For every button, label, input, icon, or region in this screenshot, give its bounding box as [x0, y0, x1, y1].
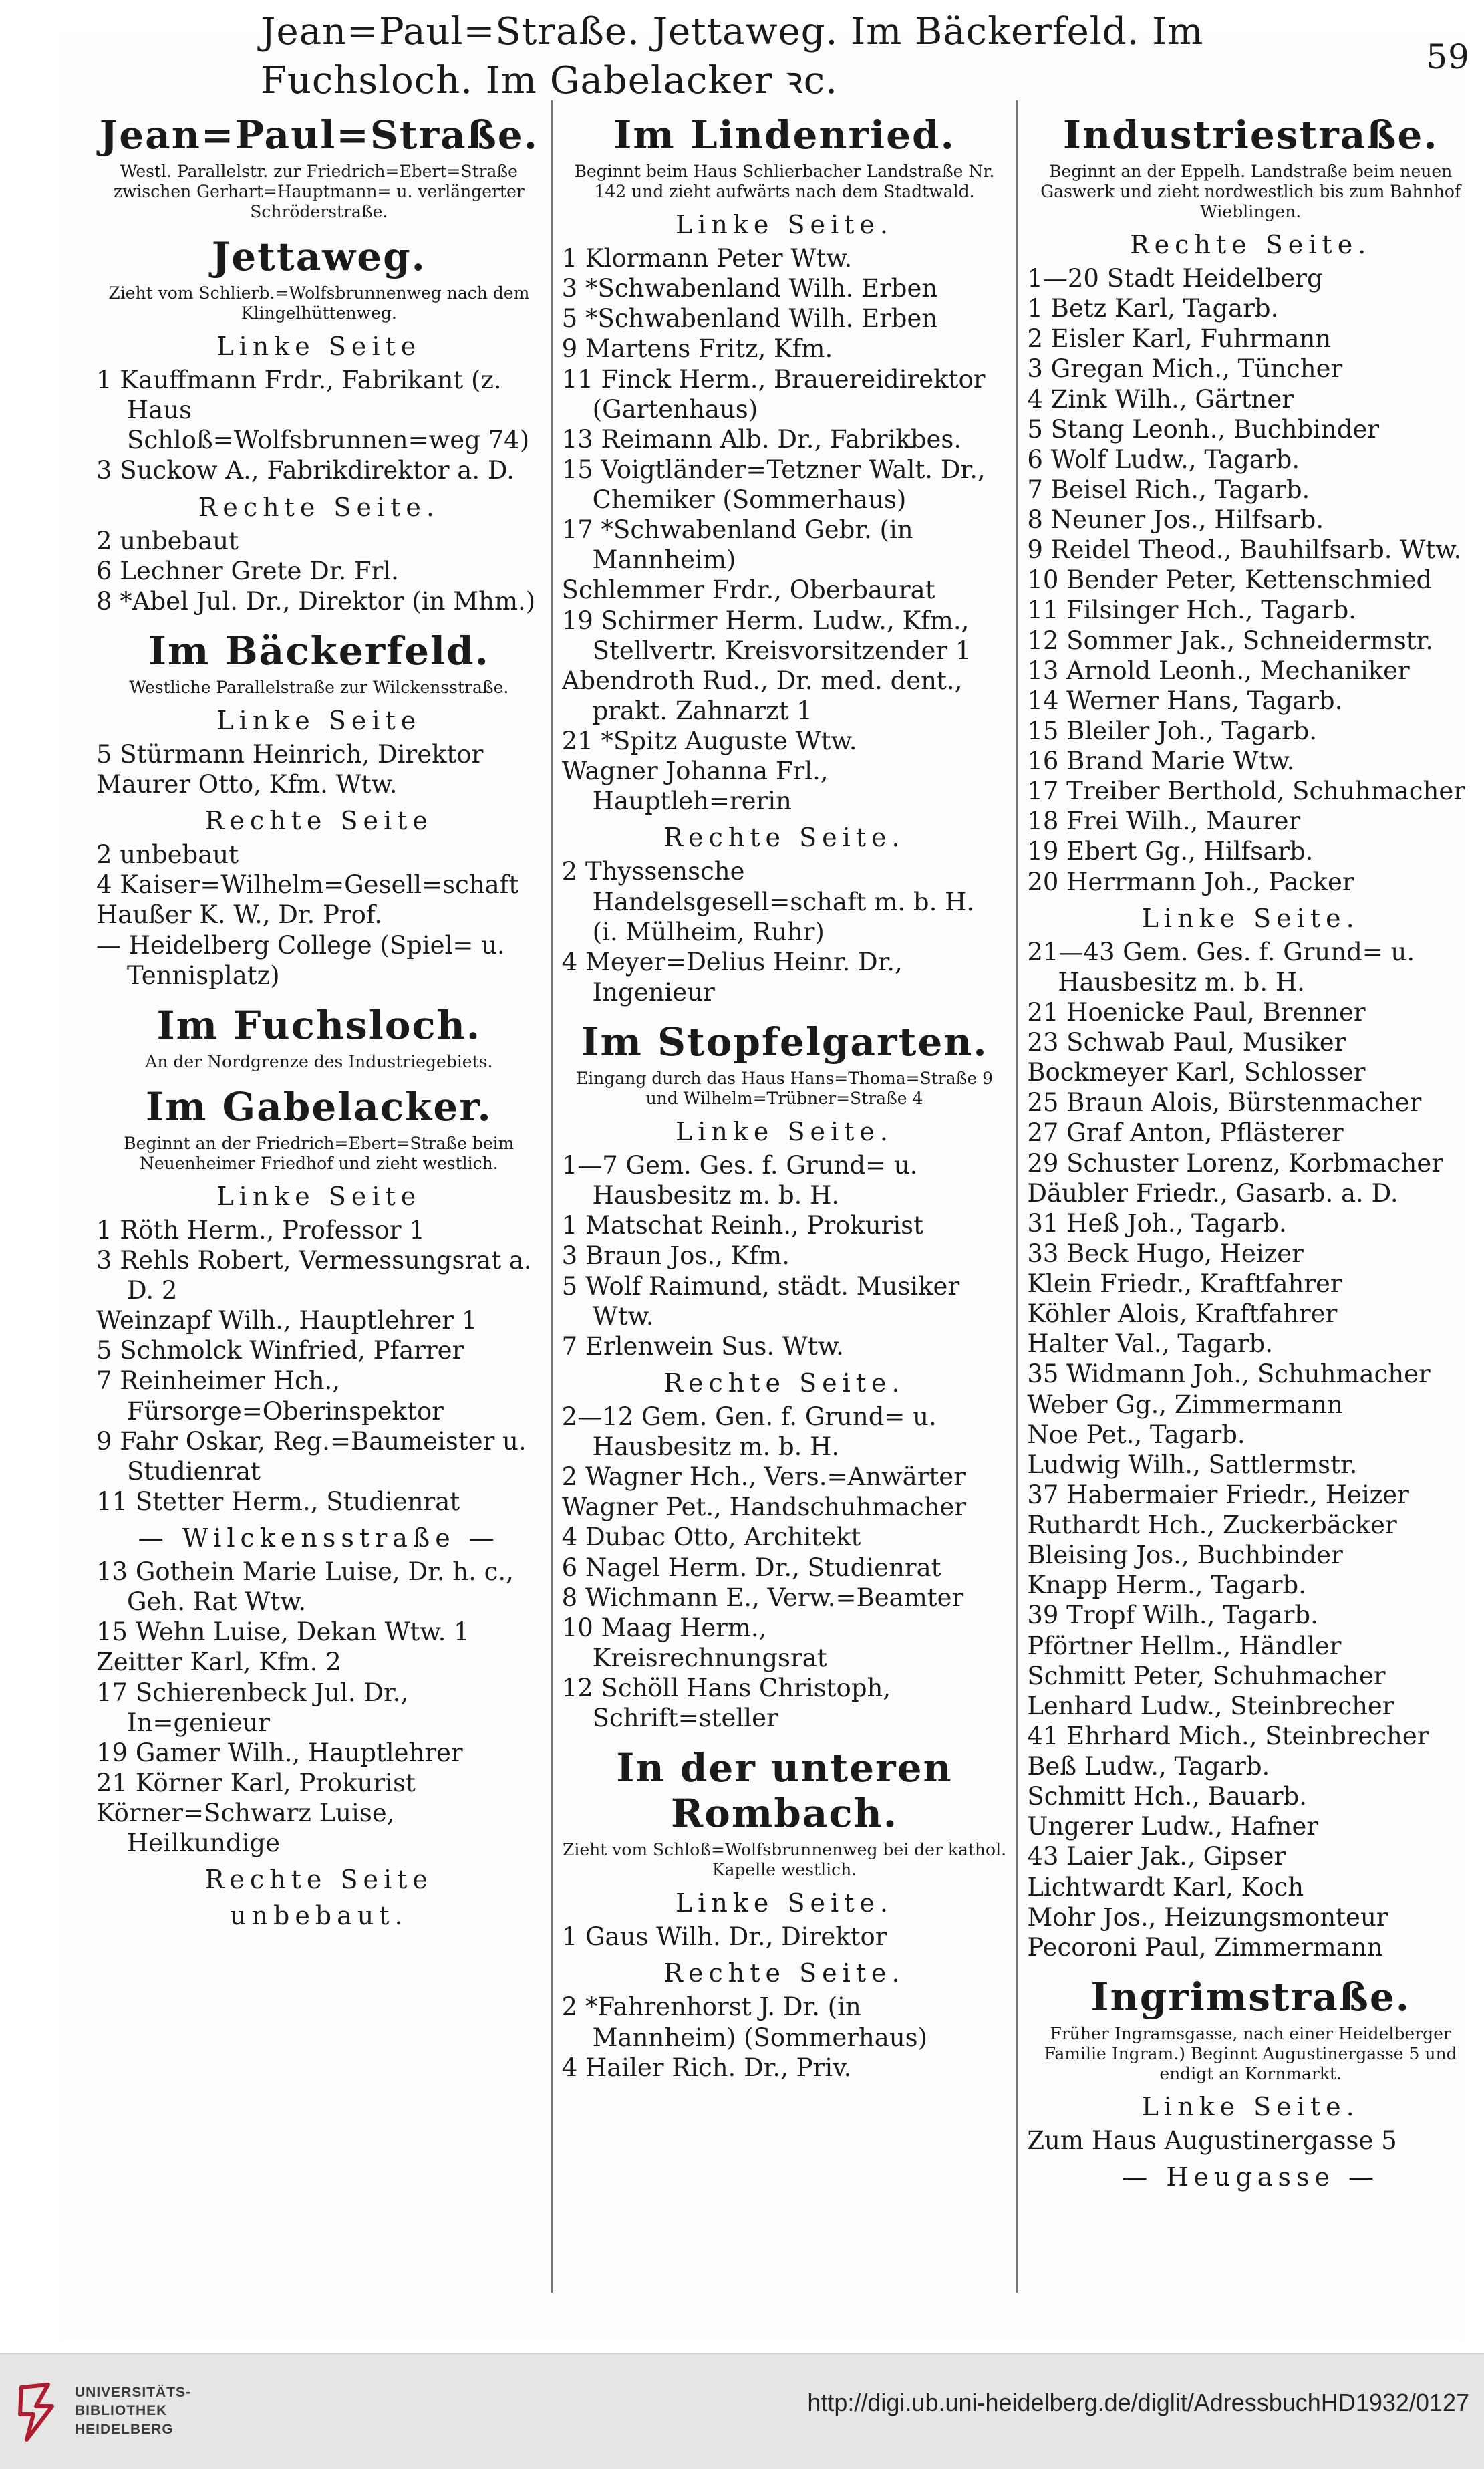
resident-entry: Abendroth Rud., Dr. med. dent., prakt. Zahnarzt 1: [561, 666, 963, 725]
resident-entry: 3 Rehls Robert, Vermessungsrat a. D. 2: [96, 1245, 532, 1305]
resident-entry: 7 Beisel Rich., Tagarb.: [1027, 475, 1310, 504]
resident-entry: Zeitter Karl, Kfm. 2: [96, 1648, 341, 1677]
resident-entry: Pförtner Hellm., Händler: [1027, 1631, 1342, 1660]
resident-entry: 13 Reimann Alb. Dr., Fabrikbes.: [561, 424, 962, 454]
resident-entry: Weinzapf Wilh., Hauptlehrer 1: [96, 1306, 478, 1335]
resident-entry: 8 Neuner Jos., Hilfsarb.: [1027, 505, 1324, 534]
resident-entry: 5 Schmolck Winfried, Pfarrer: [96, 1336, 464, 1366]
resident-entry: Bleising Jos., Buchbinder: [1027, 1541, 1343, 1570]
ub-heidelberg-logo-icon: [13, 2379, 60, 2444]
resident-entry: 37 Habermaier Friedr., Heizer: [1027, 1480, 1409, 1509]
street-description: Westliche Parallelstraße zur Wilckensstraße.: [129, 677, 509, 697]
street-heading: Im Lindenried.: [613, 112, 955, 158]
resident-entry: 3 Gregan Mich., Tüncher: [1027, 354, 1343, 384]
resident-entry: Ungerer Ludw., Hafner: [1027, 1812, 1319, 1841]
resident-entry: 10 Maag Herm., Kreisrechnungsrat: [561, 1613, 827, 1672]
street-heading: Im Stopfelgarten.: [581, 1019, 988, 1065]
resident-entry: Haußer K. W., Dr. Prof.: [96, 900, 383, 930]
side-heading: Rechte Seite.: [663, 1958, 905, 1988]
running-head: [261, 9, 1470, 102]
resident-entry: 39 Tropf Wilh., Tagarb.: [1027, 1601, 1318, 1630]
resident-entry: 6 Lechner Grete Dr. Frl.: [96, 556, 399, 586]
resident-entry: 15 Bleiler Joh., Tagarb.: [1027, 716, 1318, 745]
street-description: An der Nordgrenze des Industriegebiets.: [145, 1051, 493, 1071]
resident-entry: 4 Kaiser=Wilhelm=Gesell=schaft: [96, 870, 519, 900]
resident-entry: Wagner Johanna Frl., Hauptleh=rerin: [561, 757, 829, 816]
resident-entry: 13 Arnold Leonh., Mechaniker: [1027, 656, 1410, 685]
resident-entry: 21—43 Gem. Ges. f. Grund= u. Hausbesitz m. b. H.: [1027, 937, 1415, 997]
street-description: Früher Ingramsgasse, nach einer Heidelberger Familie Ingram.) Beginnt Augustinergasse 5 und endigt an Kornmarkt.: [1044, 2023, 1457, 2083]
footer-bar: [0, 2353, 1484, 2469]
resident-entry: 43 Laier Jak., Gipser: [1027, 1842, 1286, 1871]
resident-entry: 2 Eisler Karl, Fuhrmann: [1027, 324, 1332, 354]
street-description: Zieht vom Schlierb.=Wolfsbrunnenweg nach dem Klingelhüttenweg.: [108, 283, 530, 323]
resident-entry: Mohr Jos., Heizungsmonteur: [1027, 1902, 1388, 1932]
resident-entry: Weber Gg., Zimmermann: [1027, 1390, 1343, 1419]
resident-entry: 4 Zink Wilh., Gärtner: [1027, 384, 1294, 414]
column-1: [87, 100, 553, 2293]
resident-entry: 9 Reidel Theod., Bauhilfsarb. Wtw.: [1027, 535, 1462, 565]
library-line-3: HEIDELBERG: [75, 2421, 174, 2437]
resident-entry: 4 Dubac Otto, Architekt: [561, 1523, 861, 1552]
resident-entry: 20 Herrmann Joh., Packer: [1027, 867, 1354, 896]
resident-entry: Beß Ludw., Tagarb.: [1027, 1752, 1270, 1781]
resident-entry: Körner=Schwarz Luise, Heilkundige: [96, 1799, 395, 1858]
resident-entry: 2 *Fahrenhorst J. Dr. (in Mannheim) (Sommerhaus): [561, 1992, 928, 2052]
resident-entry: 3 *Schwabenland Wilh. Erben: [561, 274, 938, 303]
side-heading: Linke Seite.: [1141, 2091, 1360, 2121]
resident-entry: 8 *Abel Jul. Dr., Direktor (in Mhm.): [96, 586, 536, 616]
resident-entry: Däubler Friedr., Gasarb. a. D.: [1027, 1178, 1398, 1208]
street-description: Eingang durch das Haus Hans=Thoma=Straße 9 und Wilhelm=Trübner=Straße 4: [575, 1069, 994, 1108]
street-heading: Jean=Paul=Straße.: [99, 112, 539, 158]
resident-entry: Klein Friedr., Kraftfahrer: [1027, 1269, 1342, 1298]
resident-entry: 9 Fahr Oskar, Reg.=Baumeister u. Studienrat: [96, 1426, 527, 1486]
resident-entry: Knapp Herm., Tagarb.: [1027, 1571, 1306, 1600]
resident-entry: 17 Treiber Berthold, Schuhmacher: [1027, 777, 1465, 806]
resident-entry: 18 Frei Wilh., Maurer: [1027, 807, 1301, 836]
resident-entry: 15 Wehn Luise, Dekan Wtw. 1: [96, 1617, 470, 1647]
resident-entry: 10 Bender Peter, Kettenschmied: [1027, 565, 1433, 595]
side-heading: Linke Seite: [216, 1181, 422, 1211]
resident-entry: 2 Wagner Hch., Vers.=Anwärter: [561, 1462, 966, 1492]
library-name: [75, 2383, 275, 2438]
side-heading: Rechte Seite: [204, 1865, 433, 1895]
resident-entry: 23 Schwab Paul, Musiker: [1027, 1028, 1346, 1057]
resident-entry: 1 Gaus Wilh. Dr., Direktor: [561, 1922, 887, 1952]
resident-entry: 1 Matschat Reinh., Prokurist: [561, 1211, 924, 1241]
resident-entry: 15 Voigtländer=Tetzner Walt. Dr., Chemiker (Sommerhaus): [561, 454, 986, 514]
resident-entry: 9 Martens Fritz, Kfm.: [561, 334, 833, 364]
resident-entry: Schmitt Hch., Bauarb.: [1027, 1782, 1308, 1811]
resident-entry: Ruthardt Hch., Zuckerbäcker: [1027, 1511, 1397, 1539]
street-heading: Industriestraße.: [1062, 112, 1439, 158]
resident-entry: 17 Schierenbeck Jul. Dr., In=genieur: [96, 1678, 409, 1737]
side-heading: Linke Seite.: [1141, 903, 1360, 933]
side-heading: Linke Seite.: [676, 1888, 893, 1918]
page-number: 59: [1426, 37, 1470, 76]
side-heading: Linke Seite.: [676, 210, 893, 239]
library-line-2: BIBLIOTHEK: [75, 2403, 168, 2419]
resident-entry: 8 Wichmann E., Verw.=Beamter: [561, 1583, 964, 1612]
street-heading: Im Gabelacker.: [145, 1083, 492, 1130]
resident-entry: 31 Heß Joh., Tagarb.: [1027, 1208, 1287, 1238]
resident-entry: 13 Gothein Marie Luise, Dr. h. c., Geh. Rat Wtw.: [96, 1557, 514, 1617]
resident-entry: 1 Röth Herm., Professor 1: [96, 1215, 425, 1245]
street-heading: Jettaweg.: [211, 234, 426, 279]
column-3: [1018, 100, 1483, 2293]
resident-entry: 1—7 Gem. Ges. f. Grund= u. Hausbesitz m. b. H.: [561, 1151, 918, 1210]
resident-entry: 1—20 Stadt Heidelberg: [1027, 264, 1323, 293]
resident-entry: 19 Schirmer Herm. Ludw., Kfm., Stellvertr. Kreisvorsitzender 1: [561, 606, 972, 665]
resident-entry: 35 Widmann Joh., Schuhmacher: [1027, 1359, 1431, 1389]
side-heading: Rechte Seite.: [198, 492, 440, 522]
resident-entry: 16 Brand Marie Wtw.: [1027, 747, 1295, 775]
resident-entry: Halter Val., Tagarb.: [1027, 1329, 1273, 1359]
resident-entry: Schmitt Peter, Schuhmacher: [1027, 1661, 1386, 1690]
resident-entry: Schlemmer Frdr., Oberbaurat: [561, 575, 935, 605]
resident-entry: 33 Beck Hugo, Heizer: [1027, 1239, 1304, 1268]
side-heading: — Heugasse —: [1122, 2162, 1380, 2192]
side-heading: — Wilckensstraße —: [138, 1523, 500, 1553]
resident-entry: 12 Sommer Jak., Schneidermstr.: [1027, 626, 1433, 655]
resident-entry: Lichtwardt Karl, Koch: [1027, 1872, 1304, 1902]
resident-entry: 25 Braun Alois, Bürstenmacher: [1027, 1088, 1422, 1118]
street-heading: Ingrimstraße.: [1090, 1974, 1411, 2020]
resident-entry: 11 Filsinger Hch., Tagarb.: [1027, 596, 1357, 625]
side-heading: Linke Seite.: [676, 1117, 893, 1146]
resident-entry: 27 Graf Anton, Pflästerer: [1027, 1118, 1344, 1148]
resident-entry: 2 Thyssensche Handelsgesell=schaft m. b. H. (i. Mülheim, Ruhr): [561, 857, 975, 946]
resident-entry: 5 Stang Leonh., Buchbinder: [1027, 414, 1380, 444]
resident-entry: 1 Kauffmann Frdr., Fabrikant (z. Haus Schloß=Wolfsbrunnen=weg 74): [96, 366, 530, 455]
resident-entry: 7 Erlenwein Sus. Wtw.: [561, 1331, 844, 1361]
side-heading: Rechte Seite: [204, 806, 433, 836]
running-title: Jean=Paul=Straße. Jettaweg. Im Bäckerfeld. Im Fuchsloch. Im Gabelacker ꝛc.: [261, 9, 1204, 102]
resident-entry: Zum Haus Augustinergasse 5: [1027, 2125, 1397, 2155]
resident-entry: 19 Gamer Wilh., Hauptlehrer: [96, 1738, 463, 1767]
side-heading: Rechte Seite.: [1130, 230, 1372, 259]
side-heading: Rechte Seite.: [663, 823, 905, 853]
resident-entry: 3 Suckow A., Fabrikdirektor a. D.: [96, 456, 514, 485]
resident-entry: 21 *Spitz Auguste Wtw.: [561, 727, 857, 755]
resident-entry: 4 Hailer Rich. Dr., Priv.: [561, 2053, 852, 2082]
side-heading: Linke Seite: [216, 705, 422, 735]
resident-entry: Ludwig Wilh., Sattlermstr.: [1027, 1450, 1358, 1479]
resident-entry: 11 Finck Herm., Brauereidirektor (Gartenhaus): [561, 364, 986, 424]
resident-entry: 21 Hoenicke Paul, Brenner: [1027, 997, 1366, 1027]
street-description: Westl. Parallelstr. zur Friedrich=Ebert=Straße zwischen Gerhart=Hauptmann= u. verlängerter Schröderstraße.: [113, 162, 525, 221]
resident-entry: Pecoroni Paul, Zimmermann: [1027, 1932, 1383, 1962]
resident-entry: Lenhard Ludw., Steinbrecher: [1027, 1691, 1394, 1720]
resident-entry: 5 Wolf Raimund, städt. Musiker Wtw.: [561, 1271, 960, 1331]
resident-entry: 5 *Schwabenland Wilh. Erben: [561, 304, 938, 334]
resident-entry: 17 *Schwabenland Gebr. (in Mannheim): [561, 515, 913, 575]
side-heading: Rechte Seite.: [663, 1368, 905, 1398]
resident-entry: 41 Ehrhard Mich., Steinbrecher: [1027, 1721, 1429, 1750]
street-heading: In der unteren Rombach.: [616, 1745, 953, 1837]
street-description: Beginnt beim Haus Schlierbacher Landstraße Nr. 142 und zieht aufwärts nach dem Stadtwald.: [574, 162, 995, 201]
resident-entry: 4 Meyer=Delius Heinr. Dr., Ingenieur: [561, 947, 903, 1007]
street-description: Beginnt an der Friedrich=Ebert=Straße beim Neuenheimer Friedhof und zieht westlich.: [124, 1133, 514, 1173]
resident-entry: 6 Wolf Ludw., Tagarb.: [1027, 444, 1300, 474]
side-heading: unbebaut.: [230, 1901, 408, 1931]
library-line-1: UNIVERSITÄTS-: [75, 2385, 192, 2400]
resident-entry: 1 Betz Karl, Tagarb.: [1027, 294, 1279, 323]
resident-entry: Bockmeyer Karl, Schlosser: [1027, 1058, 1366, 1087]
resident-entry: Maurer Otto, Kfm. Wtw.: [96, 770, 398, 799]
resident-entry: 3 Braun Jos., Kfm.: [561, 1241, 790, 1271]
resident-entry: Köhler Alois, Kraftfahrer: [1027, 1299, 1338, 1329]
resident-entry: Noe Pet., Tagarb.: [1027, 1420, 1245, 1449]
resident-entry: 21 Körner Karl, Prokurist: [96, 1768, 416, 1797]
resident-entry: 7 Reinheimer Hch., Fürsorge=Oberinspektor: [96, 1366, 444, 1426]
street-heading: Im Fuchsloch.: [156, 1002, 482, 1048]
resident-entry: 14 Werner Hans, Tagarb.: [1027, 686, 1343, 715]
resident-entry: — Heidelberg College (Spiel= u. Tennisplatz): [96, 930, 505, 990]
resident-entry: 2 unbebaut: [96, 840, 239, 870]
resident-entry: 11 Stetter Herm., Studienrat: [96, 1486, 460, 1516]
resident-entry: 6 Nagel Herm. Dr., Studienrat: [561, 1553, 941, 1582]
street-heading: Im Bäckerfeld.: [148, 628, 490, 674]
resident-entry: 5 Stürmann Heinrich, Direktor: [96, 739, 484, 769]
resident-entry: 1 Klormann Peter Wtw.: [561, 244, 853, 273]
column-2: [553, 100, 1018, 2293]
resident-entry: 19 Ebert Gg., Hilfsarb.: [1027, 837, 1314, 866]
resident-entry: 2—12 Gem. Gen. f. Grund= u. Hausbesitz m. b. H.: [561, 1402, 937, 1461]
street-description: Zieht vom Schloß=Wolfsbrunnenweg bei der kathol. Kapelle westlich.: [562, 1840, 1007, 1880]
street-description: Beginnt an der Eppelh. Landstraße beim neuen Gaswerk und zieht nordwestlich bis zum Bahnhof Wieblingen.: [1040, 162, 1461, 221]
resident-entry: 2 unbebaut: [96, 526, 239, 555]
source-url-link[interactable]: http://digi.ub.uni-heidelberg.de/diglit/AdressbuchHD1932/0127: [807, 2389, 1469, 2416]
resident-entry: 12 Schöll Hans Christoph, Schrift=steller: [561, 1674, 891, 1733]
resident-entry: Wagner Pet., Handschuhmacher: [561, 1492, 967, 1522]
directory-columns: [87, 100, 1483, 2293]
resident-entry: 29 Schuster Lorenz, Korbmacher: [1027, 1148, 1443, 1178]
side-heading: Linke Seite: [216, 332, 422, 361]
